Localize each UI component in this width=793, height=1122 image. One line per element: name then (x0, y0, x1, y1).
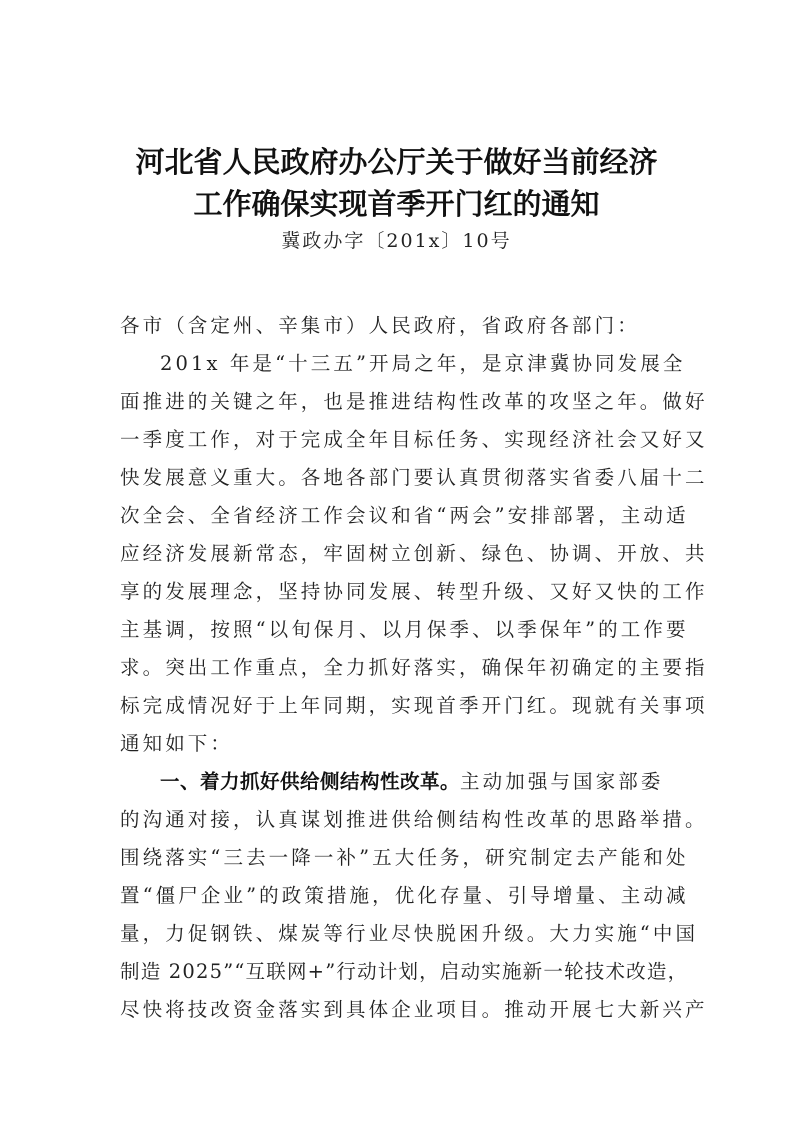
intro-line: 标完成情况好于上年同期，实现首季开门红。现就有关事项 (120, 694, 708, 717)
section-1-line: 制造 2025”“互联网+”行动计划，启动实施新一轮技术改造， (120, 960, 689, 983)
section-1-first-line-text: 主动加强与国家部委 (460, 770, 664, 793)
intro-line: 求。突出工作重点，全力抓好落实，确保年初确定的主要指 (120, 656, 708, 679)
section-1-line: 围绕落实“三去一降一补”五大任务，研究制定去产能和处 (120, 846, 689, 869)
intro-line: 一季度工作，对于完成全年目标任务、实现经济社会又好又 (120, 428, 708, 451)
title-line-2: 工作确保实现首季开门红的通知 (193, 187, 600, 221)
salutation: 各市（含定州、辛集市）人民政府，省政府各部门： (120, 314, 640, 337)
intro-line: 应经济发展新常态，牢固树立创新、绿色、协调、开放、共 (120, 542, 708, 565)
intro-line: 面推进的关键之年，也是推进结构性改革的攻坚之年。做好 (120, 390, 708, 413)
section-1-heading: 一、着力抓好供给侧结构性改革。 (160, 770, 461, 793)
title-line-1: 河北省人民政府办公厅关于做好当前经济 (135, 145, 658, 179)
intro-line: 主基调，按照“以旬保月、以月保季、以季保年”的工作要 (120, 618, 689, 641)
document-number: 冀政办字〔201x〕10号 (281, 230, 512, 252)
intro-line: 通知如下： (120, 732, 234, 755)
section-1-line: 尽快将技改资金落实到具体企业项目。推动开展七大新兴产 (120, 998, 708, 1021)
intro-line: 次全会、全省经济工作会议和省“两会”安排部署，主动适 (120, 504, 689, 527)
intro-line: 201x 年是“十三五”开局之年，是京津冀协同发展全 (160, 352, 686, 375)
section-1-line: 量，力促钢铁、煤炭等行业尽快脱困升级。大力实施“中国 (120, 922, 699, 945)
section-1-line: 的沟通对接，认真谋划推进供给侧结构性改革的思路举措。 (120, 808, 708, 831)
section-1-first-line (160, 770, 680, 794)
intro-line: 享的发展理念，坚持协同发展、转型升级、又好又快的工作 (120, 580, 708, 603)
intro-line: 快发展意义重大。各地各部门要认真贯彻落实省委八届十二 (120, 466, 708, 489)
section-1-line: 置“僵尸企业”的政策措施，优化存量、引导增量、主动减 (120, 884, 689, 907)
